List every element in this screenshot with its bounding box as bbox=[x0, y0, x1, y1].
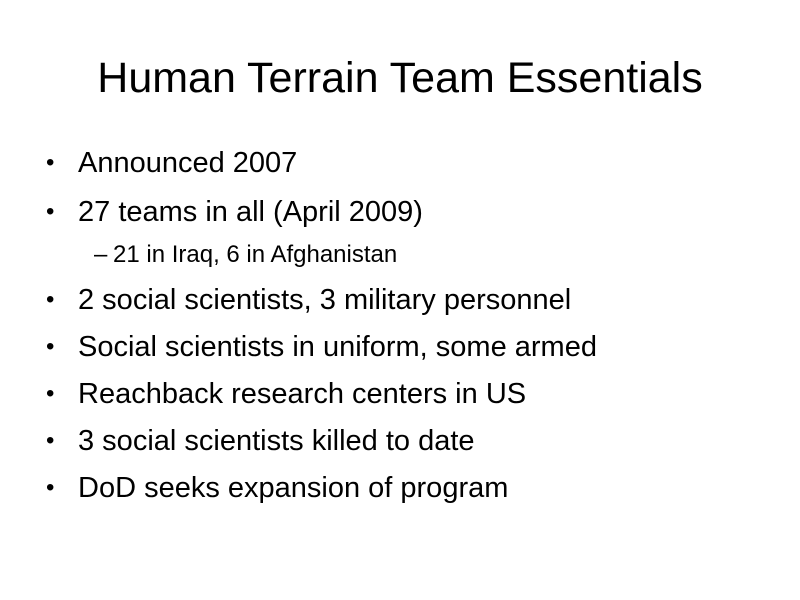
bullet-text: 27 teams in all (April 2009) bbox=[78, 196, 423, 228]
bullet-marker: • bbox=[46, 286, 55, 313]
bullet-text: 3 social scientists killed to date bbox=[78, 425, 475, 457]
bullet-text: Reachback research centers in US bbox=[78, 378, 527, 410]
bullet-marker: • bbox=[46, 380, 55, 407]
bullet-text: DoD seeks expansion of program bbox=[78, 472, 509, 504]
bullet-marker: • bbox=[46, 333, 55, 360]
bullet-marker: • bbox=[46, 149, 55, 176]
sub-bullet-text: 21 in Iraq, 6 in Afghanistan bbox=[113, 241, 398, 268]
bullet-marker: • bbox=[46, 427, 55, 454]
bullet-marker: • bbox=[46, 474, 55, 501]
bullet-marker: • bbox=[46, 198, 55, 225]
slide-title: Human Terrain Team Essentials bbox=[97, 54, 703, 102]
bullet-text: 2 social scientists, 3 military personnel bbox=[78, 284, 572, 316]
bullet-text: Social scientists in uniform, some armed bbox=[78, 331, 597, 363]
bullet-text: Announced 2007 bbox=[78, 147, 298, 179]
sub-bullet-marker: – bbox=[94, 241, 108, 268]
